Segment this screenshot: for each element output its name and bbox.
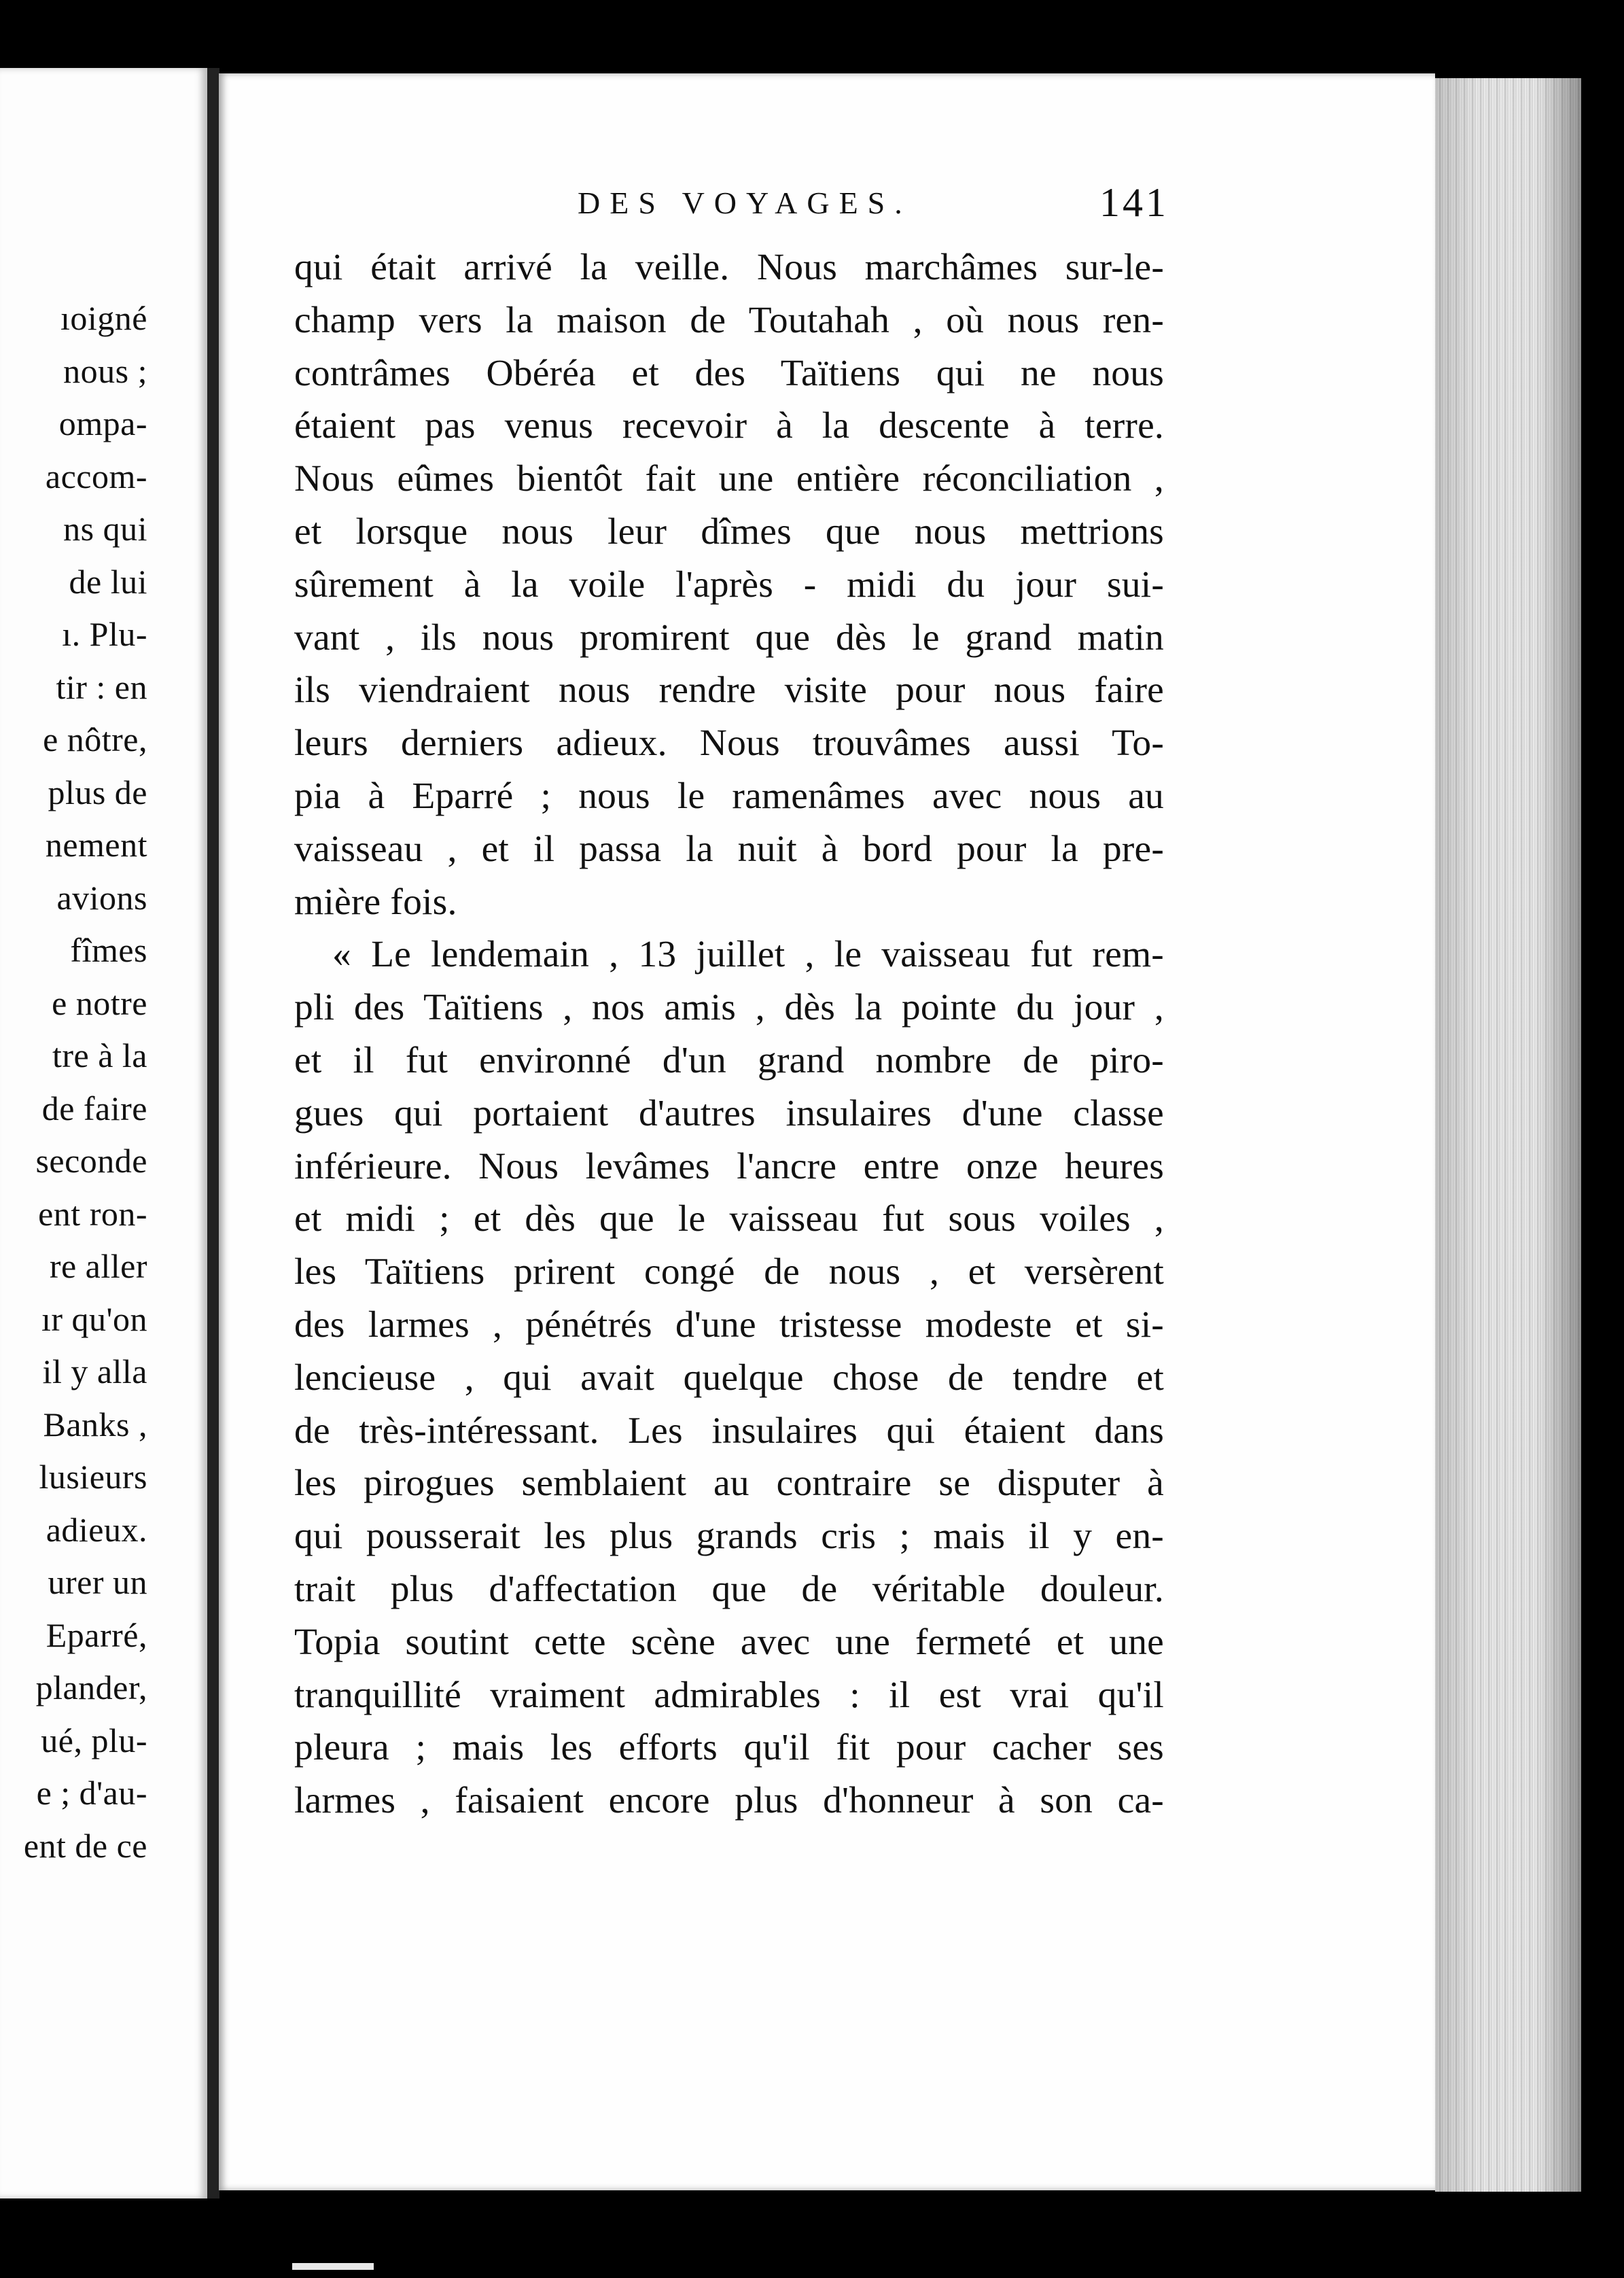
left-page-line: de faire	[41, 1089, 147, 1127]
running-head-title: DES VOYAGES.	[578, 186, 912, 220]
left-page-line: nement	[45, 826, 147, 864]
left-page-line: tir : en	[56, 667, 147, 706]
text-line: trait plus d'affectation que de véritable douleur.	[294, 1568, 1164, 1610]
bottom-border	[0, 2198, 1624, 2278]
page-edges-shade	[1435, 78, 1581, 2192]
text-line: pia à Eparré ; nous le ramenâmes avec nous au	[294, 775, 1164, 817]
left-page-line: tre à la	[52, 1036, 147, 1074]
text-line: et midi ; et dès que le vaisseau fut sous voiles ,	[294, 1198, 1164, 1240]
text-line: mière fois.	[294, 881, 457, 923]
left-page-line: accom-	[45, 457, 147, 495]
text-line: les Taïtiens prirent congé de nous , et versèrent	[294, 1251, 1164, 1293]
left-page-line: Banks ,	[43, 1405, 147, 1443]
left-page-line: e ; d'au-	[36, 1774, 147, 1812]
left-page-line: il y alla	[42, 1352, 147, 1390]
left-page-line: ı. Plu-	[62, 615, 147, 653]
left-page-line: adieux.	[46, 1510, 147, 1549]
text-line: « Le lendemain , 13 juillet , le vaisseau fut rem-	[332, 934, 1164, 976]
text-line: et il fut environné d'un grand nombre de piro-	[294, 1039, 1164, 1081]
left-page-line: ent ron-	[38, 1194, 147, 1233]
left-page-line: ns qui	[63, 510, 147, 548]
left-page-line: avions	[56, 878, 147, 917]
text-line: leurs derniers adieux. Nous trouvâmes aussi To-	[294, 722, 1164, 765]
text-line: Nous eûmes bientôt fait une entière réconciliation ,	[294, 458, 1164, 500]
text-line: des larmes , pénétrés d'une tristesse modeste et si-	[294, 1303, 1164, 1346]
left-page-line: ır qu'on	[41, 1299, 147, 1338]
text-line: vaisseau , et il passa la nuit à bord pour la pre-	[294, 828, 1164, 870]
left-page-line: ıoigné	[60, 299, 147, 337]
body-text	[294, 241, 1164, 1827]
left-page-line: plander,	[35, 1668, 147, 1706]
left-page-line: re aller	[49, 1247, 147, 1285]
text-line: gues qui portaient d'autres insulaires d'une classe	[294, 1092, 1164, 1134]
left-page-line: e nôtre,	[43, 720, 147, 758]
left-page-line: de lui	[69, 562, 147, 601]
left-page-line: ent de ce	[23, 1826, 147, 1865]
text-line: les pirogues semblaient au contraire se disputer à	[294, 1462, 1164, 1505]
text-line: Topia soutint cette scène avec une fermeté et une	[294, 1621, 1164, 1663]
left-page-line: Eparré,	[46, 1615, 147, 1654]
text-line: étaient pas venus recevoir à la descente à terre.	[294, 405, 1164, 447]
left-page-line: fîmes	[70, 931, 147, 969]
left-page-line: seconde	[35, 1142, 147, 1180]
text-line: vant , ils nous promirent que dès le grand matin	[294, 616, 1164, 659]
text-line: tranquillité vraiment admirables : il est vrai qu'il	[294, 1674, 1164, 1716]
left-page-line: ué, plu-	[41, 1721, 147, 1759]
left-page-line: urer un	[48, 1563, 147, 1601]
text-line: de très-intéressant. Les insulaires qui étaient dans	[294, 1409, 1164, 1452]
text-line: champ vers la maison de Toutahah , où nous ren-	[294, 299, 1164, 341]
left-page-line: plus de	[48, 773, 147, 811]
text-line: et lorsque nous leur dîmes que nous mettrions	[294, 510, 1164, 553]
text-line: lencieuse , qui avait quelque chose de tendre et	[294, 1356, 1164, 1399]
text-line: pli des Taïtiens , nos amis , dès la pointe du jour ,	[294, 987, 1164, 1029]
scan-mark	[292, 2263, 374, 2270]
book-gutter	[207, 68, 219, 2198]
text-line: sûrement à la voile l'après - midi du jour sui-	[294, 563, 1164, 606]
left-page	[0, 68, 207, 2198]
left-page-line: lusieurs	[39, 1458, 147, 1496]
text-line: qui pousserait les plus grands cris ; mais il y en-	[294, 1515, 1164, 1558]
left-page-line: e notre	[52, 983, 147, 1022]
text-line: larmes , faisaient encore plus d'honneur à son ca-	[294, 1780, 1164, 1822]
left-page-line: nous ;	[63, 351, 147, 390]
page-number: 141	[1099, 180, 1169, 225]
text-line: pleura ; mais les efforts qu'il fit pour cacher ses	[294, 1727, 1164, 1769]
text-line: qui était arrivé la veille. Nous marchâmes sur-le-	[294, 247, 1164, 288]
text-line: contrâmes Obéréa et des Taïtiens qui ne nous	[294, 352, 1164, 394]
left-page-line: ompa-	[58, 404, 147, 442]
left-page-text	[24, 292, 147, 1872]
running-head	[353, 180, 1169, 246]
text-line: inférieure. Nous levâmes l'ancre entre onze heures	[294, 1145, 1164, 1187]
text-line: ils viendraient nous rendre visite pour nous faire	[294, 669, 1164, 712]
